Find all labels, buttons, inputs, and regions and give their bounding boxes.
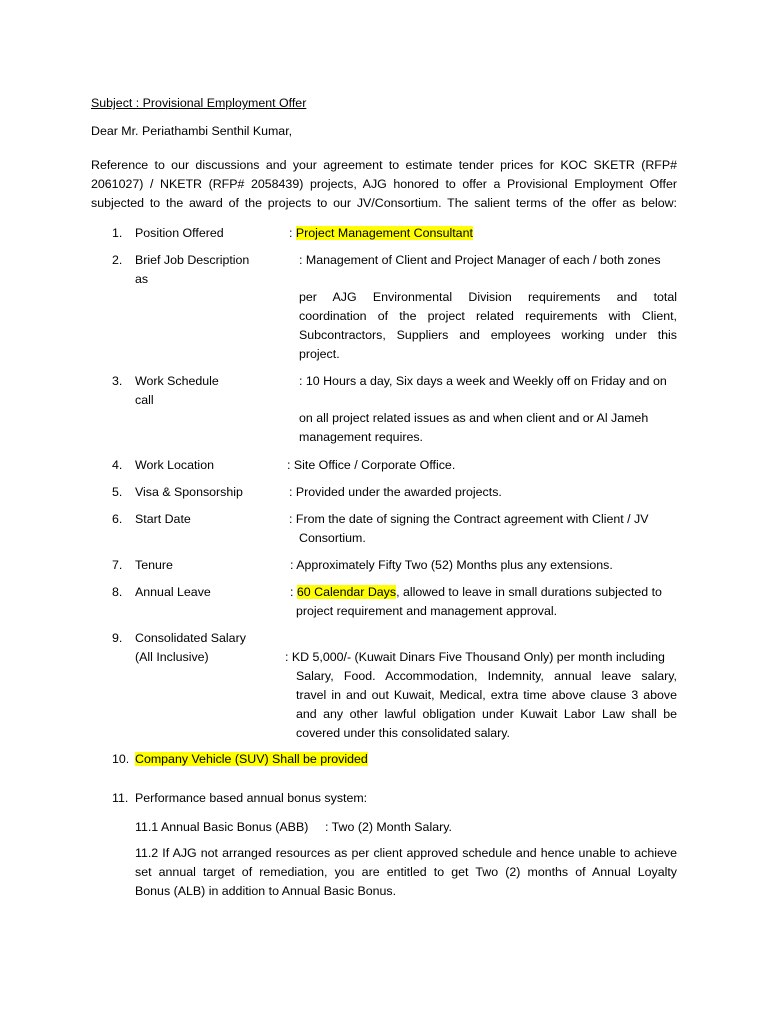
item-value — [135, 750, 368, 769]
item-value: : Site Office / Corporate Office. — [287, 458, 456, 472]
item-label-continued: as — [135, 272, 149, 286]
item-label: Start Date — [135, 512, 191, 526]
item-number: 4. — [112, 458, 123, 472]
item-number: 9. — [112, 631, 123, 645]
item-number: 10. — [112, 752, 130, 766]
item-label: Visa & Sponsorship — [135, 485, 243, 499]
highlighted-vehicle: Company Vehicle (SUV) Shall be provided — [135, 752, 368, 766]
item-number: 2. — [112, 253, 123, 267]
item-number: 7. — [112, 558, 123, 572]
highlighted-leave-days: 60 Calendar Days — [296, 585, 397, 599]
item-label: Tenure — [135, 558, 173, 572]
intro-line: subjected to the award of the projects to our JV/Consortium. The salient terms of the offer as below: — [91, 196, 677, 210]
item-value-line: and any other lawful obligation under Kuwait Labor Law shall be — [296, 707, 677, 721]
item-value-rest: , allowed to leave in small durations subjected to — [396, 585, 662, 599]
item-label: Annual Leave — [135, 585, 211, 599]
salutation: Dear Mr. Periathambi Senthil Kumar, — [91, 124, 293, 138]
item-label: Work Schedule — [135, 374, 219, 388]
item-colon: : — [290, 585, 297, 599]
bonus-abb-value: : Two (2) Month Salary. — [325, 820, 452, 834]
highlighted-position: Project Management Consultant — [295, 226, 473, 240]
item-value-line: Salary, Food. Accommodation, Indemnity, annual leave salary, — [296, 669, 677, 683]
item-value-line: on all project related issues as and when client and or Al Jameh — [299, 411, 649, 425]
item-number: 1. — [112, 226, 123, 240]
item-number: 11. — [112, 791, 129, 805]
item-label: Position Offered — [135, 226, 224, 240]
item-number: 6. — [112, 512, 123, 526]
item-value — [289, 224, 473, 243]
item-label: Performance based annual bonus system: — [135, 791, 368, 805]
item-value: : Approximately Fifty Two (52) Months plus any extensions. — [290, 558, 613, 572]
item-value: : Provided under the awarded projects. — [289, 485, 502, 499]
subject-line: Subject : Provisional Employment Offer — [91, 96, 307, 110]
item-value: : 10 Hours a day, Six days a week and Weekly off on Friday and on — [299, 374, 667, 388]
item-value-line: covered under this consolidated salary. — [296, 726, 510, 740]
item-label: Brief Job Description — [135, 253, 250, 267]
item-value-line: project. — [299, 347, 340, 361]
item-value-line: per AJG Environmental Division requirements and total — [299, 290, 677, 304]
item-value-line: Consortium. — [299, 531, 366, 545]
bonus-alb-line: 11.2 If AJG not arranged resources as per client approved schedule and hence unable to achieve — [135, 846, 677, 860]
intro-line: 2061027) / NKETR (RFP# 2058439) projects, AJG honored to offer a Provisional Employment Offer — [91, 177, 677, 191]
item-value-line: coordination of the project related requirements with Client, — [299, 309, 677, 323]
item-value: : KD 5,000/- (Kuwait Dinars Five Thousand Only) per month including — [285, 650, 665, 664]
item-label: Consolidated Salary — [135, 631, 246, 645]
item-number: 8. — [112, 585, 123, 599]
item-value-line: project requirement and management approval. — [296, 604, 558, 618]
item-value: : Management of Client and Project Manager of each / both zones — [299, 253, 661, 267]
bonus-abb-label: 11.1 Annual Basic Bonus (ABB) — [135, 820, 309, 834]
item-value — [290, 583, 662, 602]
bonus-alb-line: set annual target of remediation, you are entitled to get Two (2) months of Annual Loyalty — [135, 865, 677, 879]
item-value-line: Subcontractors, Suppliers and employees working under this — [299, 328, 677, 342]
bonus-alb-line: Bonus (ALB) in addition to Annual Basic Bonus. — [135, 884, 397, 898]
item-colon: : — [289, 226, 296, 240]
item-label-continued: call — [135, 393, 154, 407]
item-value-line: management requires. — [299, 430, 423, 444]
item-value-line: travel in and out Kuwait, Medical, extra time above clause 3 above — [296, 688, 677, 702]
item-number: 3. — [112, 374, 123, 388]
item-value: : From the date of signing the Contract agreement with Client / JV — [289, 512, 649, 526]
item-label-continued: (All Inclusive) — [135, 650, 209, 664]
intro-line: Reference to our discussions and your agreement to estimate tender prices for KOC SKETR (RFP# — [91, 158, 677, 172]
item-number: 5. — [112, 485, 123, 499]
item-label: Work Location — [135, 458, 214, 472]
